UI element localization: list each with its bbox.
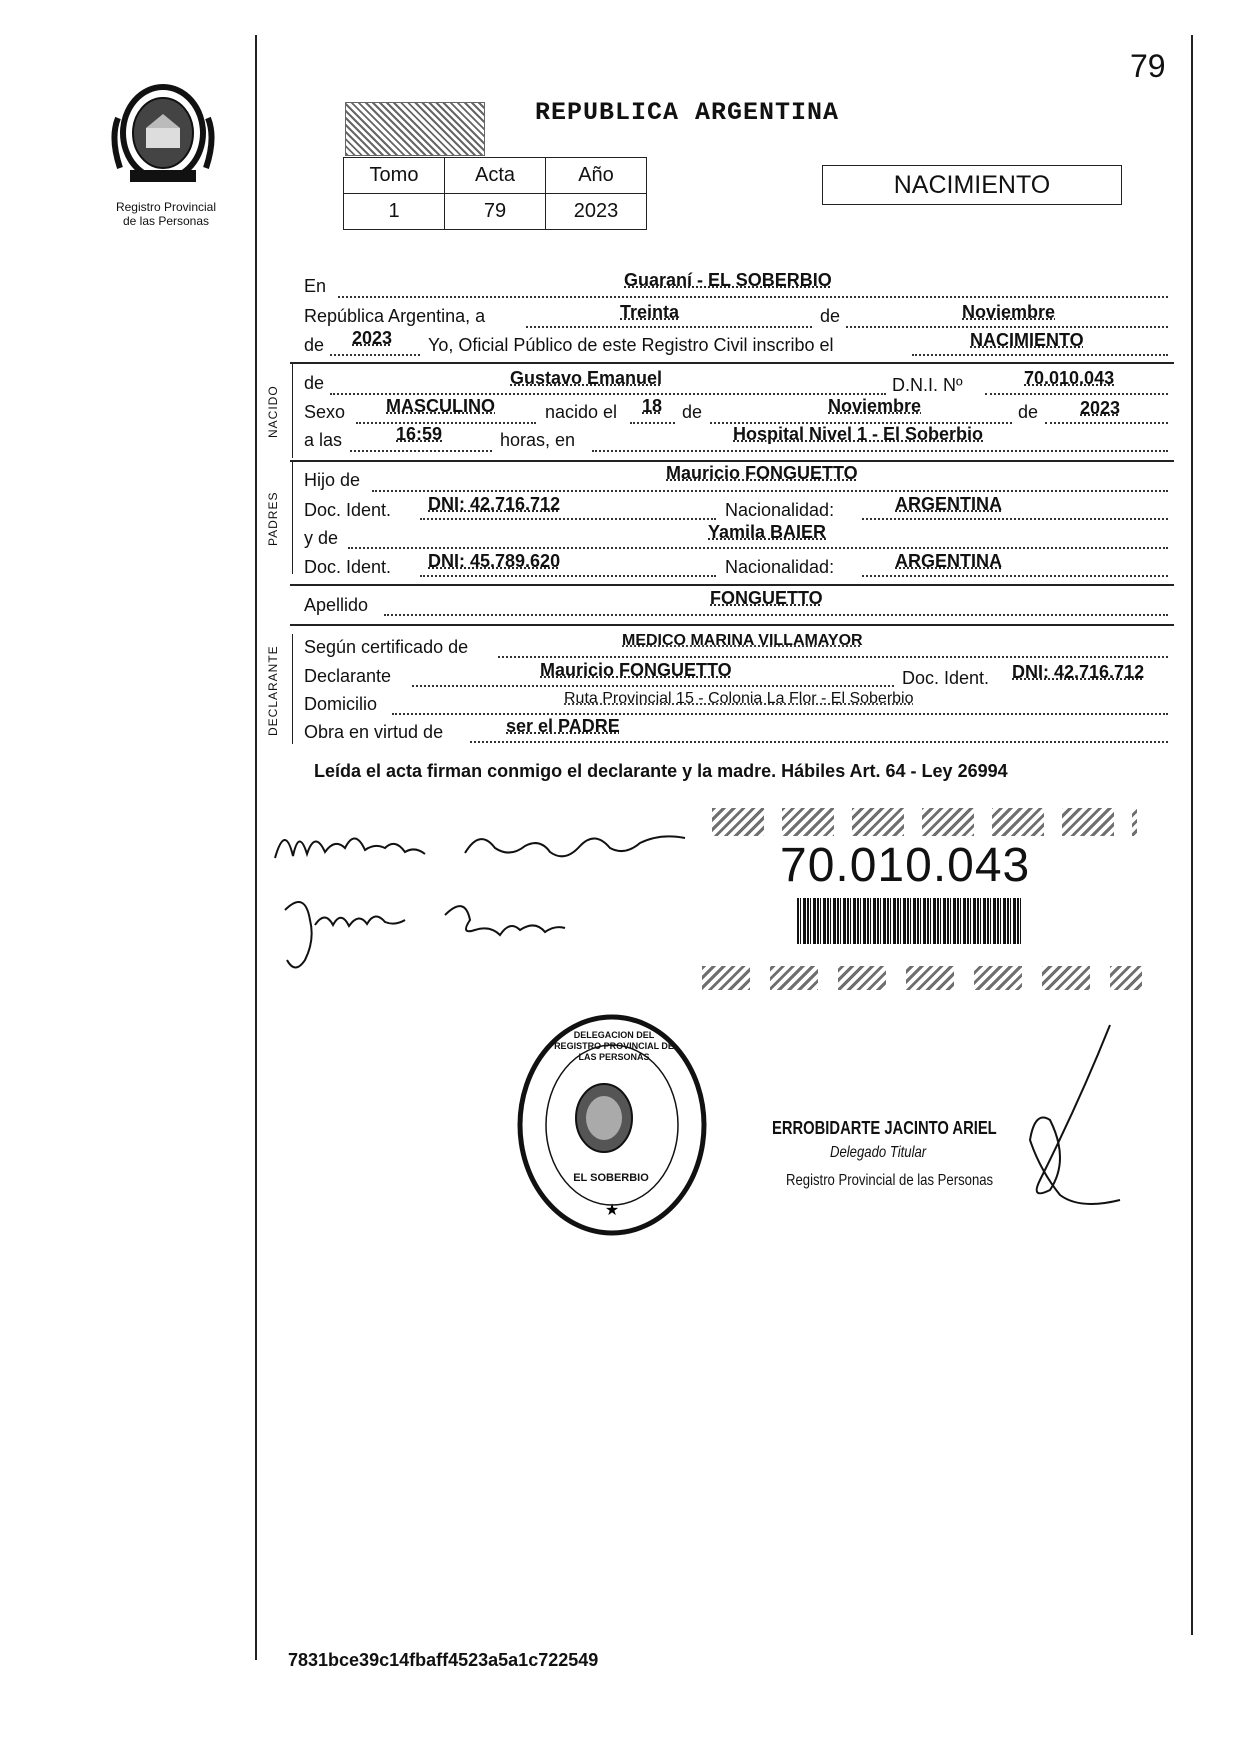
de-year-label: de <box>1018 402 1039 422</box>
document-hash: 7831bce39c14fbaff4523a5a1c722549 <box>288 1650 599 1670</box>
ref-value-tomo: 1 <box>344 194 445 230</box>
horas-label: horas, en <box>500 430 576 450</box>
officer-office: Registro Provincial de las Personas <box>786 1172 994 1189</box>
ref-value-anio: 2023 <box>546 194 647 230</box>
document-type-box <box>822 165 1122 205</box>
place-dots <box>592 450 1168 452</box>
father-value: Mauricio FONGUETTO <box>666 463 858 483</box>
birth-day-value: 18 <box>642 396 663 416</box>
father-nat-value: ARGENTINA <box>895 494 1002 514</box>
y-de-label: y de <box>304 528 339 548</box>
province-seal-icon <box>108 78 218 196</box>
mother-signature <box>275 890 575 980</box>
obra-label: Obra en virtud de <box>304 722 444 742</box>
page-number: 79 <box>1130 48 1166 84</box>
domicilio-dots <box>392 713 1168 715</box>
de1-label: de <box>820 306 841 326</box>
apellido-dots <box>384 614 1168 616</box>
nacido-de-label: de <box>304 373 325 393</box>
security-pattern <box>345 102 485 156</box>
declarante-doc-label: Doc. Ident. <box>902 668 990 688</box>
father-dots <box>372 490 1168 492</box>
separator-4 <box>290 624 1174 626</box>
separator-3 <box>290 584 1174 586</box>
document-type: NACIMIENTO <box>893 171 1051 199</box>
father-signature <box>265 818 695 878</box>
id-sticker-barcode <box>797 898 1022 944</box>
ref-header-anio: Año <box>546 158 647 194</box>
officer-name: ERROBIDARTE JACINTO ARIEL <box>772 1118 997 1138</box>
registry-name-line2: de las Personas <box>122 214 210 228</box>
act-type-value: NACIMIENTO <box>970 330 1084 350</box>
mother-dots <box>348 547 1168 549</box>
domicilio-value: Ruta Provincial 15 - Colonia La Flor - El Soberbio <box>564 690 914 707</box>
domicilio-label: Domicilio <box>304 694 378 714</box>
ref-header-tomo: Tomo <box>344 158 445 194</box>
declarante-label-text: Declarante <box>304 666 392 686</box>
birth-day-dots <box>630 422 675 424</box>
left-margin-line <box>255 35 257 1660</box>
sexo-value: MASCULINO <box>386 396 495 416</box>
stamp-inner-text: EL SOBERBIO <box>573 1172 649 1184</box>
dni-label: D.N.I. Nº <box>892 375 963 395</box>
nacido-name-value: Gustavo Emanuel <box>510 368 663 388</box>
declarante-value: Mauricio FONGUETTO <box>540 660 732 680</box>
de2-label: de <box>304 335 325 355</box>
mother-value: Yamila BAIER <box>708 522 827 542</box>
segun-label: Según certificado de <box>304 637 469 657</box>
officer-signature <box>1000 1020 1150 1220</box>
father-doc-label: Doc. Ident. <box>304 500 392 520</box>
father-doc-value: DNI: 42.716.712 <box>428 494 561 514</box>
mother-doc-dots <box>420 575 716 577</box>
birth-month-value: Noviembre <box>828 396 922 416</box>
segun-dots <box>498 656 1168 658</box>
yo-text: Yo, Oficial Público de este Registro Civil inscribo el <box>428 335 834 355</box>
father-nat-dots <box>862 518 1168 520</box>
reference-table <box>343 157 647 230</box>
act-type-dots <box>912 354 1168 356</box>
en-value: Guaraní - EL SOBERBIO <box>624 270 832 290</box>
nacido-el-label: nacido el <box>545 402 618 422</box>
registry-logo <box>108 78 218 196</box>
separator-1 <box>290 362 1174 364</box>
birth-year-dots <box>1045 422 1168 424</box>
en-label: En <box>304 276 327 296</box>
time-dots <box>350 450 492 452</box>
time-value: 16:59 <box>396 424 443 444</box>
right-margin-line <box>1191 35 1193 1635</box>
month-dots <box>846 326 1168 328</box>
father-doc-dots <box>420 518 716 520</box>
declarante-doc-value: DNI: 42.716.712 <box>1012 662 1145 682</box>
obra-value: ser el PADRE <box>506 716 620 736</box>
svg-text:★: ★ <box>604 1202 620 1219</box>
mother-nat-dots <box>862 575 1168 577</box>
officer-title: Delegado Titular <box>830 1144 927 1161</box>
a-las-label: a las <box>304 430 343 450</box>
country-title: REPUBLICA ARGENTINA <box>535 98 840 127</box>
republica-label: República Argentina, a <box>304 306 486 326</box>
padres-label: PADRES <box>266 491 280 546</box>
nacido-label: NACIDO <box>266 385 280 438</box>
father-nat-label: Nacionalidad: <box>725 500 835 520</box>
declarante-label: DECLARANTE <box>266 645 280 736</box>
en-dots <box>338 296 1168 298</box>
id-sticker-bottom-pattern <box>702 966 1142 990</box>
segun-value: MEDICO MARINA VILLAMAYOR <box>622 632 863 649</box>
nacido-bracket <box>292 364 293 458</box>
mother-nat-value: ARGENTINA <box>895 551 1002 571</box>
separator-2 <box>290 460 1174 462</box>
sexo-label: Sexo <box>304 402 346 422</box>
padres-bracket <box>292 462 293 574</box>
sexo-dots <box>356 422 536 424</box>
registry-name-line1: Registro Provincial <box>115 200 217 214</box>
month-value: Noviembre <box>962 302 1056 322</box>
place-value: Hospital Nivel 1 - El Soberbio <box>733 424 984 444</box>
id-sticker-number: 70.010.043 <box>780 839 1031 892</box>
apellido-value: FONGUETTO <box>710 588 823 608</box>
apellido-label: Apellido <box>304 595 369 615</box>
day-value: Treinta <box>620 302 680 322</box>
mother-nat-label: Nacionalidad: <box>725 557 835 577</box>
year-value: 2023 <box>352 328 393 348</box>
ref-header-acta: Acta <box>445 158 546 194</box>
stamp-ring-text: DELEGACION DEL REGISTRO PROVINCIAL DE LAS PERSONAS <box>554 1030 674 1062</box>
year-dots <box>330 354 420 356</box>
de-month-label: de <box>682 402 703 422</box>
ref-value-acta: 79 <box>445 194 546 230</box>
obra-dots <box>470 741 1168 743</box>
declarante-bracket <box>292 634 293 744</box>
dni-dots <box>985 393 1168 395</box>
closing-text: Leída el acta firman conmigo el declarante y la madre. Hábiles Art. 64 - Ley 26994 <box>314 761 1008 781</box>
mother-doc-label: Doc. Ident. <box>304 557 392 577</box>
day-dots <box>526 326 812 328</box>
mother-doc-value: DNI: 45.789.620 <box>428 551 561 571</box>
declarante-dots <box>412 685 894 687</box>
name-dots <box>330 393 886 395</box>
dni-value: 70.010.043 <box>1024 368 1115 388</box>
birth-year-value: 2023 <box>1080 398 1121 418</box>
hijo-de-label: Hijo de <box>304 470 361 490</box>
id-sticker-top-pattern <box>712 808 1137 836</box>
